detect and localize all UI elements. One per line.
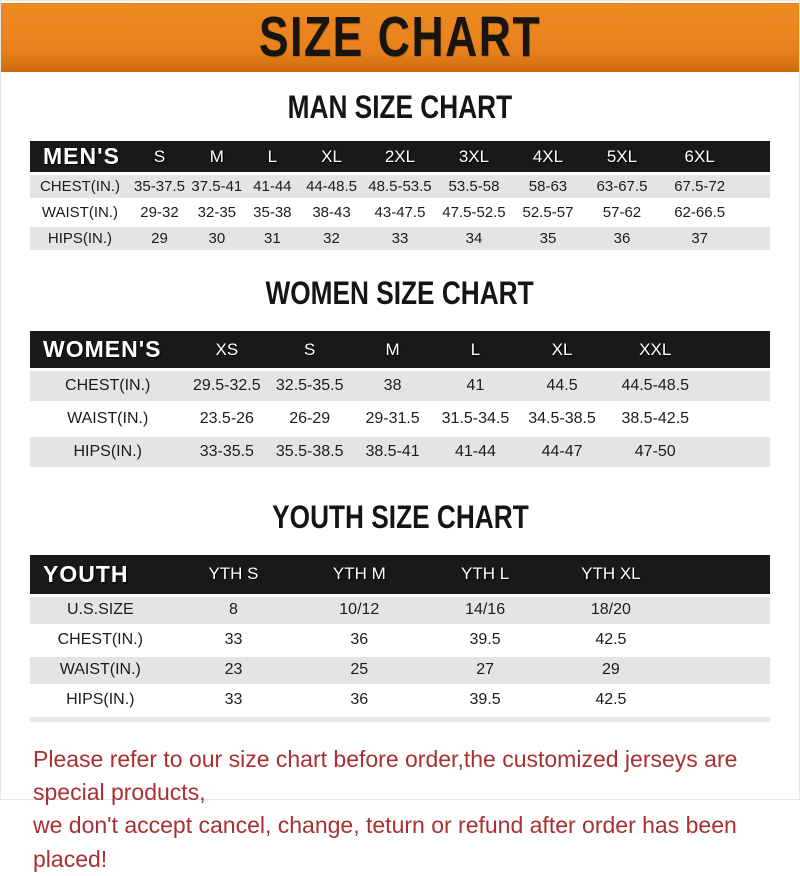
size-chart-banner xyxy=(1,3,799,72)
size-header-cell: 2XL xyxy=(384,146,416,166)
table-header-row xyxy=(30,331,770,368)
spacer-cell xyxy=(674,555,770,594)
row-label-cell: CHEST(IN.) xyxy=(39,178,120,196)
measurement-cell: 52.5-57 xyxy=(522,204,574,222)
size-header-cell: S xyxy=(304,339,316,359)
row-label-cell: HIPS(IN.) xyxy=(47,230,113,248)
measurement-cell: 32-35 xyxy=(197,204,237,222)
measurement-cell: 38.5-41 xyxy=(365,443,420,461)
measurement-cell: 44-47 xyxy=(541,443,583,461)
measurement-cell: 29 xyxy=(601,661,620,679)
row-label-cell: WAIST(IN.) xyxy=(67,410,149,428)
spacer-cell xyxy=(674,627,770,654)
youth-chart-heading: YOUTH SIZE CHART xyxy=(271,499,529,536)
measurement-cell: 35.5-38.5 xyxy=(275,443,344,461)
measurement-cell: 44.5 xyxy=(546,377,578,395)
size-header-cell: 5XL xyxy=(606,146,638,166)
measurement-cell: 27 xyxy=(476,661,494,679)
size-header-cell: YTH M xyxy=(332,564,386,584)
size-header-cell: M xyxy=(385,339,400,359)
table-row xyxy=(30,687,770,714)
size-header-cell: L xyxy=(267,146,278,166)
measurement-cell: 48.5-53.5 xyxy=(368,178,432,196)
table-row xyxy=(30,657,770,684)
measurement-cell: 25 xyxy=(350,661,369,679)
row-label-cell: HIPS(IN.) xyxy=(73,443,142,461)
spacer-cell xyxy=(703,371,770,401)
measurement-cell: 33 xyxy=(224,691,243,709)
table-row xyxy=(30,627,770,654)
youth-size-table xyxy=(30,552,770,722)
measurement-cell: 42.5 xyxy=(595,631,627,649)
table-row xyxy=(30,597,770,624)
measurement-cell: 14/16 xyxy=(465,601,506,619)
measurement-cell: 44.5-48.5 xyxy=(621,377,690,395)
measurement-cell: 34 xyxy=(465,230,483,248)
measurement-cell: 39.5 xyxy=(469,691,501,709)
row-label-cell: CHEST(IN.) xyxy=(65,377,151,395)
size-header-cell: 4XL xyxy=(532,146,564,166)
order-notice-line: Please refer to our size chart before order,the customized jerseys are special products, xyxy=(33,745,738,805)
measurement-cell: 43-47.5 xyxy=(374,204,426,222)
measurement-cell: 35-38 xyxy=(253,204,292,222)
table-row xyxy=(30,437,770,467)
measurement-cell: 29.5-32.5 xyxy=(193,377,261,395)
size-header-cell: YTH S xyxy=(208,564,259,584)
measurement-cell: 36 xyxy=(350,691,369,709)
measurement-cell: 23 xyxy=(224,661,243,679)
measurement-cell: 32.5-35.5 xyxy=(275,377,344,395)
measurement-cell: 63-67.5 xyxy=(596,178,648,196)
measurement-cell: 36 xyxy=(350,631,369,649)
table-row xyxy=(30,371,770,401)
measurement-cell: 62-66.5 xyxy=(674,204,726,222)
spacer-cell xyxy=(674,597,770,624)
table-title-cell: YOUTH xyxy=(43,560,129,587)
women-size-table xyxy=(30,328,770,470)
spacer-cell xyxy=(740,141,770,172)
measurement-cell: 38-43 xyxy=(312,204,351,222)
table-title-cell: WOMEN'S xyxy=(43,336,162,363)
measurement-cell: 23.5-26 xyxy=(199,410,254,428)
measurement-cell: 53.5-58 xyxy=(448,178,500,196)
table-header-row xyxy=(30,555,770,594)
size-header-cell: YTH XL xyxy=(581,564,641,584)
size-header-cell: XS xyxy=(215,339,239,359)
row-label-cell: WAIST(IN.) xyxy=(41,204,118,222)
measurement-cell: 41-44 xyxy=(454,443,496,461)
measurement-cell: 47.5-52.5 xyxy=(442,204,506,222)
order-notice xyxy=(33,743,799,876)
measurement-cell: 29-32 xyxy=(140,204,179,222)
measurement-cell: 44-48.5 xyxy=(306,178,357,196)
measurement-cell: 36 xyxy=(613,230,631,248)
measurement-cell: 33 xyxy=(391,230,409,248)
measurement-cell: 29-31.5 xyxy=(365,410,420,428)
measurement-cell: 38.5-42.5 xyxy=(621,410,690,428)
women-size-chart-section xyxy=(1,276,799,470)
row-label-cell: U.S.SIZE xyxy=(66,601,134,619)
man-chart-heading: MAN SIZE CHART xyxy=(287,89,513,125)
measurement-cell: 42.5 xyxy=(595,691,627,709)
size-header-cell: L xyxy=(470,339,481,359)
spacer-cell xyxy=(703,331,770,368)
table-title-cell: MEN'S xyxy=(43,143,120,170)
measurement-cell: 33-35.5 xyxy=(199,443,254,461)
measurement-cell: 35 xyxy=(539,230,557,248)
measurement-cell: 34.5-38.5 xyxy=(528,410,596,428)
measurement-cell: 30 xyxy=(208,230,226,248)
women-chart-heading: WOMEN SIZE CHART xyxy=(265,275,535,312)
size-header-cell: S xyxy=(153,146,166,166)
measurement-cell: 57-62 xyxy=(602,204,642,222)
table-row xyxy=(30,175,770,198)
spacer-cell xyxy=(674,687,770,714)
measurement-cell: 8 xyxy=(229,601,238,619)
measurement-cell: 41-44 xyxy=(253,178,292,196)
measurement-cell: 29 xyxy=(151,230,168,248)
measurement-cell: 31.5-34.5 xyxy=(441,410,510,428)
banner-title: SIZE CHART xyxy=(258,5,542,69)
table-row xyxy=(30,201,770,224)
spacer-cell xyxy=(703,404,770,434)
size-header-cell: XXL xyxy=(639,339,672,359)
size-header-cell: M xyxy=(209,146,224,166)
size-header-cell: 3XL xyxy=(458,146,490,166)
size-header-cell: XL xyxy=(551,339,573,359)
measurement-cell: 33 xyxy=(224,631,243,649)
spacer-cell xyxy=(703,437,770,467)
youth-size-chart-section xyxy=(1,500,799,721)
measurement-cell: 31 xyxy=(263,230,281,248)
size-header-cell: 6XL xyxy=(684,146,715,166)
measurement-cell: 35-37.5 xyxy=(134,178,185,196)
spacer-cell xyxy=(740,175,770,198)
measurement-cell: 32 xyxy=(323,230,340,248)
spacer-cell xyxy=(740,201,770,224)
measurement-cell: 58-63 xyxy=(528,178,568,196)
spacer-cell xyxy=(674,657,770,684)
size-header-cell: XL xyxy=(321,146,342,166)
spacer-cell xyxy=(740,227,770,250)
measurement-cell: 37 xyxy=(691,230,708,248)
table-header-row xyxy=(30,141,770,172)
row-label-cell: HIPS(IN.) xyxy=(66,691,135,709)
measurement-cell: 41 xyxy=(466,377,485,395)
measurement-cell: 37.5-41 xyxy=(191,178,243,196)
man-size-chart-section xyxy=(1,90,799,253)
measurement-cell: 38 xyxy=(383,377,402,395)
measurement-cell: 67.5-72 xyxy=(674,178,726,196)
measurement-cell: 26-29 xyxy=(289,410,331,428)
order-notice-line: we don't accept cancel, change, teturn or refund after order has been placed! xyxy=(33,812,737,872)
measurement-cell: 47-50 xyxy=(634,443,676,461)
row-label-cell: WAIST(IN.) xyxy=(59,661,141,679)
row-label-cell: CHEST(IN.) xyxy=(57,631,143,649)
men-size-table xyxy=(30,138,770,253)
size-header-cell: YTH L xyxy=(460,564,510,584)
table-row xyxy=(30,404,770,434)
measurement-cell: 39.5 xyxy=(469,631,501,649)
table-row xyxy=(30,227,770,250)
measurement-cell: 18/20 xyxy=(590,601,631,619)
measurement-cell: 10/12 xyxy=(339,601,380,619)
